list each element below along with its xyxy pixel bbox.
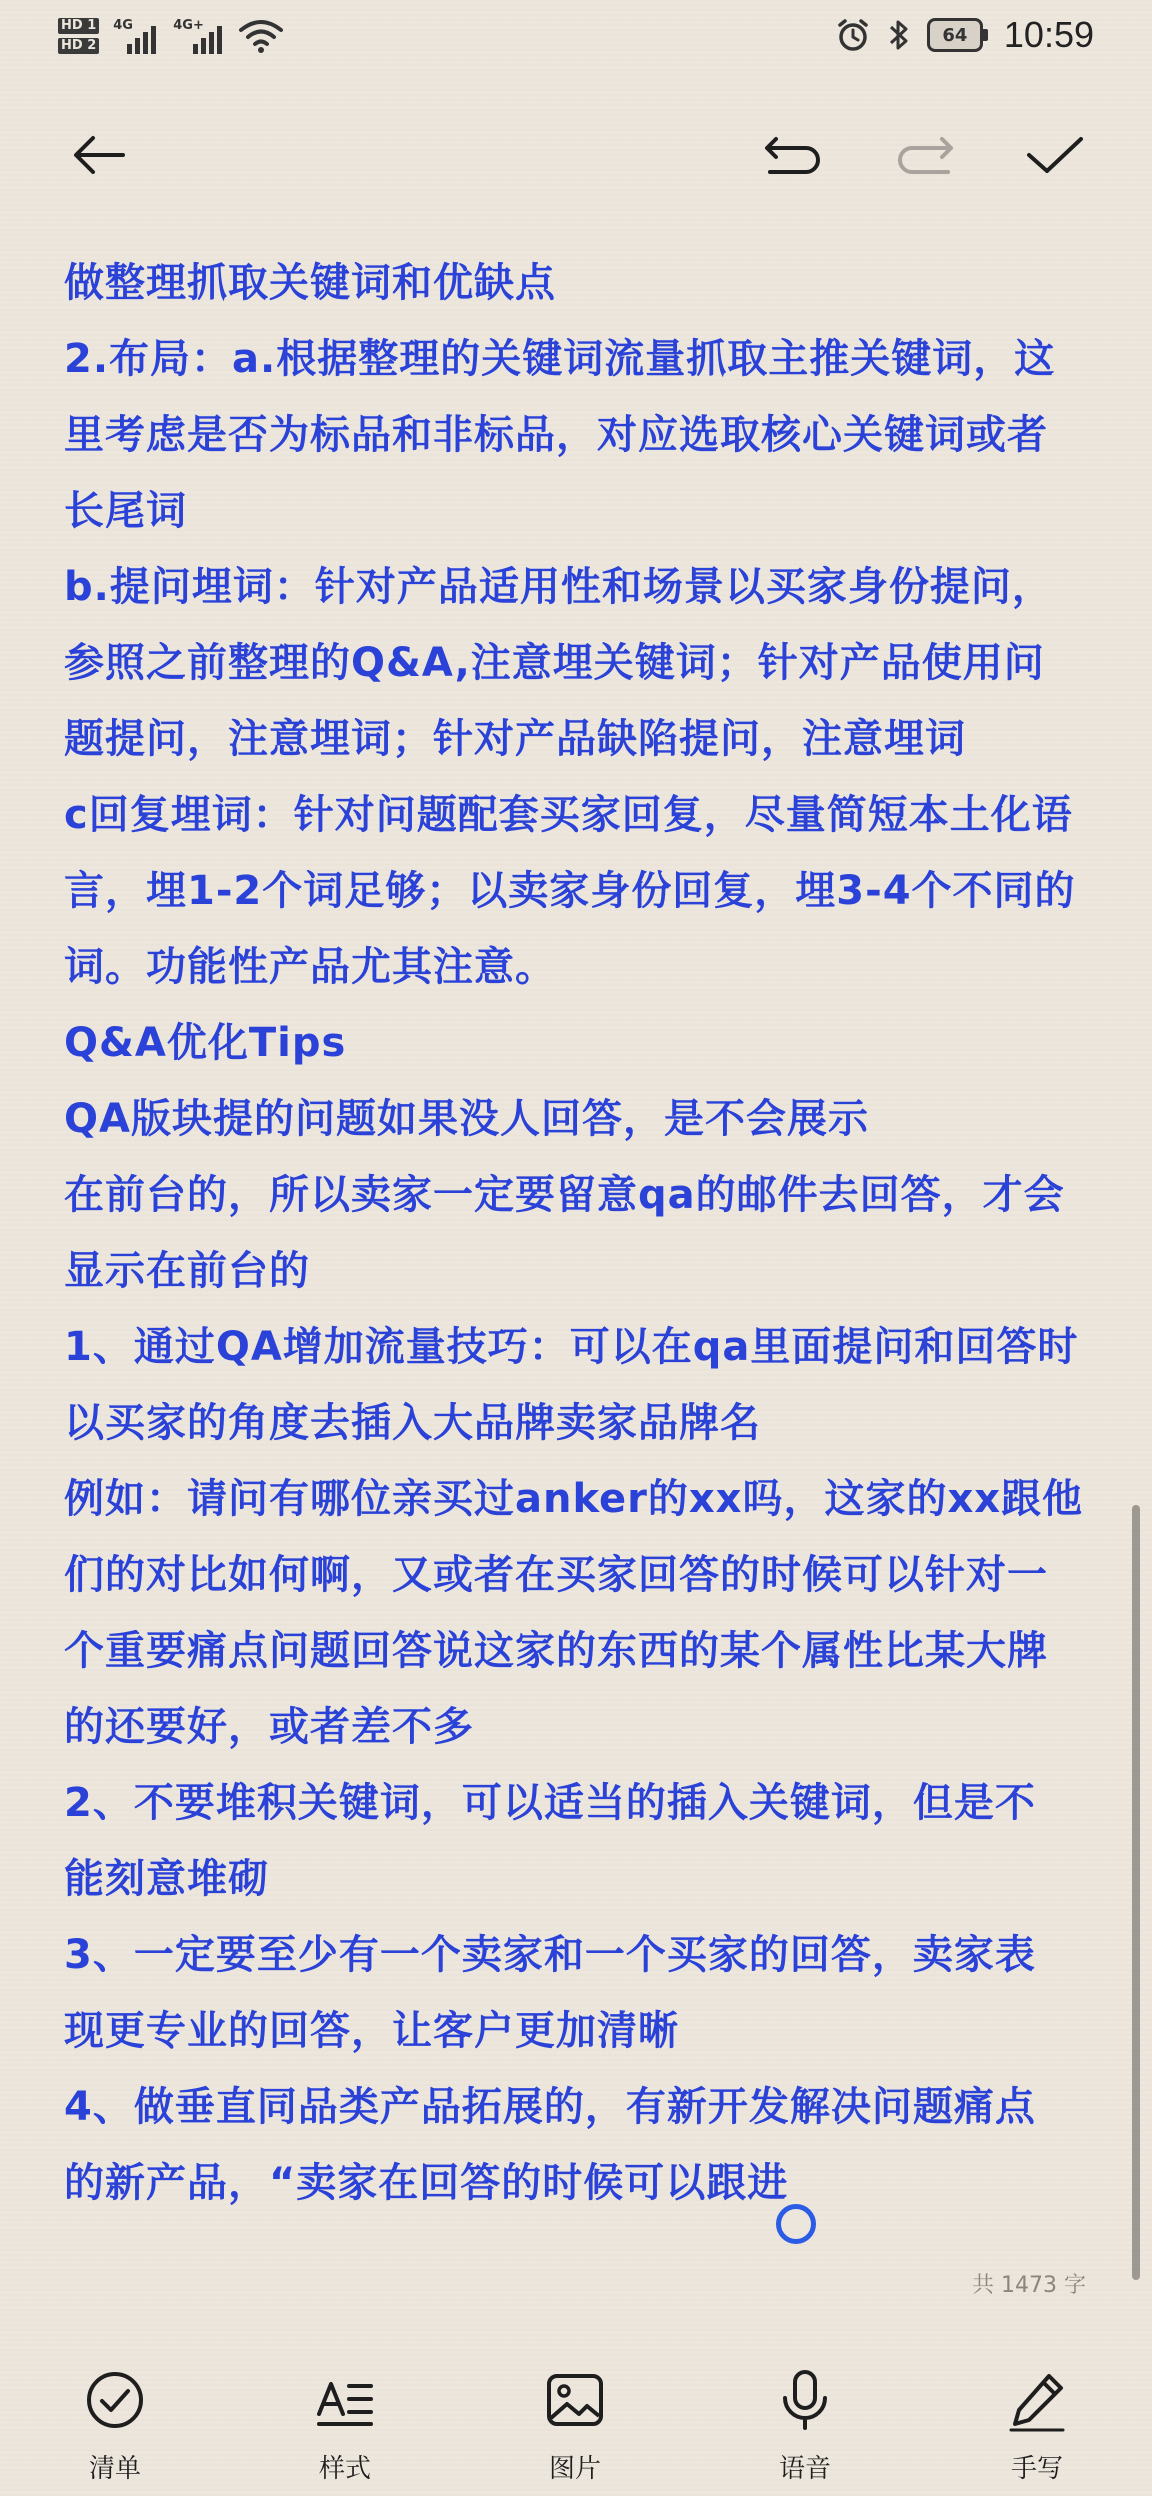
sim2-signal-icon [173,16,225,56]
note-line: 个重要痛点问题回答说这家的东西的某个属性比某大牌 [64,1628,1048,1674]
note-line: 现更专业的回答，让客户更加清晰 [64,2008,679,2054]
word-count: 共 1473 字 [972,2273,1086,2298]
note-line: 题提问，注意埋词；针对产品缺陷提问，注意埋词 [64,716,966,762]
note-line: 在前台的，所以卖家一定要留意qa的邮件去回答，才会 [64,1172,1065,1218]
note-line: 的还要好，或者差不多 [64,1704,474,1750]
text-cursor-handle[interactable] [776,2204,816,2244]
bluetooth-icon [887,17,911,53]
note-line: c回复埋词：针对问题配套买家回复，尽量简短本土化语 [64,792,1073,838]
handwriting-pen-icon [1005,2368,1069,2432]
note-line: 参照之前整理的Q&A,注意埋关键词；针对产品使用问 [64,640,1045,686]
wifi-icon [239,18,283,54]
sim1-network-type: 4G [113,18,133,33]
sim2-network-type: 4G+ [173,18,204,33]
note-line: 以买家的角度去插入大品牌卖家品牌名 [64,1400,761,1446]
microphone-icon [773,2368,837,2432]
note-line: 4、做垂直同品类产品拓展的，有新开发解决问题痛点 [64,2084,1036,2130]
checklist-button[interactable] [45,2360,185,2496]
note-line: 3、一定要至少有一个卖家和一个买家的回答，卖家表 [64,1932,1036,1978]
image-icon [543,2368,607,2432]
checklist-icon [83,2368,147,2432]
note-line: QA版块提的问题如果没人回答，是不会展示 [64,1096,869,1142]
battery-level: 64 [927,18,983,52]
redo-icon [894,133,956,177]
status-left [58,16,283,56]
bottom-toolbar [0,2360,1152,2496]
voice-label: 语音 [778,2454,831,2484]
status-time: 10:59 [1003,14,1094,55]
handwriting-label: 手写 [1010,2454,1063,2484]
note-toolbar [0,110,1152,200]
note-line: 里考虑是否为标品和非标品，对应选取核心关键词或者 [64,412,1048,458]
note-line: 的新产品，“卖家在回答的时候可以跟进 [64,2160,789,2206]
status-bar [0,0,1152,80]
note-line: 长尾词 [64,488,187,534]
note-line: 言，埋1-2个词足够；以卖家身份回复，埋3-4个不同的 [64,868,1076,914]
back-button[interactable] [54,110,144,200]
alarm-clock-icon [835,17,871,53]
battery-icon [927,18,988,52]
sim1-signal-icon [113,16,159,56]
voice-button[interactable] [735,2360,875,2496]
note-line: 们的对比如何啊，又或者在买家回答的时候可以针对一 [64,1552,1048,1598]
note-line: Q&A优化Tips [64,1020,347,1066]
note-body[interactable] [64,245,1094,2221]
note-line: 例如：请问有哪位亲买过anker的xx吗，这家的xx跟他 [64,1476,1084,1522]
checkmark-icon [1025,133,1085,177]
scrollbar-thumb[interactable] [1132,1505,1140,2280]
redo-button[interactable] [880,110,970,200]
status-right [835,14,1094,56]
style-label: 样式 [318,2454,371,2484]
checklist-label: 清单 [88,2454,141,2484]
note-line: 2.布局：a.根据整理的关键词流量抓取主推关键词，这 [64,336,1056,382]
undo-button[interactable] [748,110,838,200]
hd1-badge: HD 1 [58,18,99,34]
note-line: 能刻意堆砌 [64,1856,269,1902]
note-line: 2、不要堆积关键词，可以适当的插入关键词，但是不 [64,1780,1036,1826]
hd-indicators [58,18,99,54]
image-label: 图片 [548,2454,601,2484]
image-button[interactable] [505,2360,645,2496]
note-line: 显示在前台的 [64,1248,310,1294]
done-button[interactable] [1010,110,1100,200]
arrow-left-icon [69,130,129,180]
undo-icon [762,133,824,177]
hd2-badge: HD 2 [58,38,99,54]
style-button[interactable] [275,2360,415,2496]
note-line: 1、通过QA增加流量技巧：可以在qa里面提问和回答时 [64,1324,1079,1370]
note-line: 词。功能性产品尤其注意。 [64,944,556,990]
note-line: 做整理抓取关键词和优缺点 [64,260,556,306]
handwriting-button[interactable] [967,2360,1107,2496]
text-style-icon [313,2368,377,2432]
note-line: b.提问埋词：针对产品适用性和场景以买家身份提问， [64,564,1053,610]
